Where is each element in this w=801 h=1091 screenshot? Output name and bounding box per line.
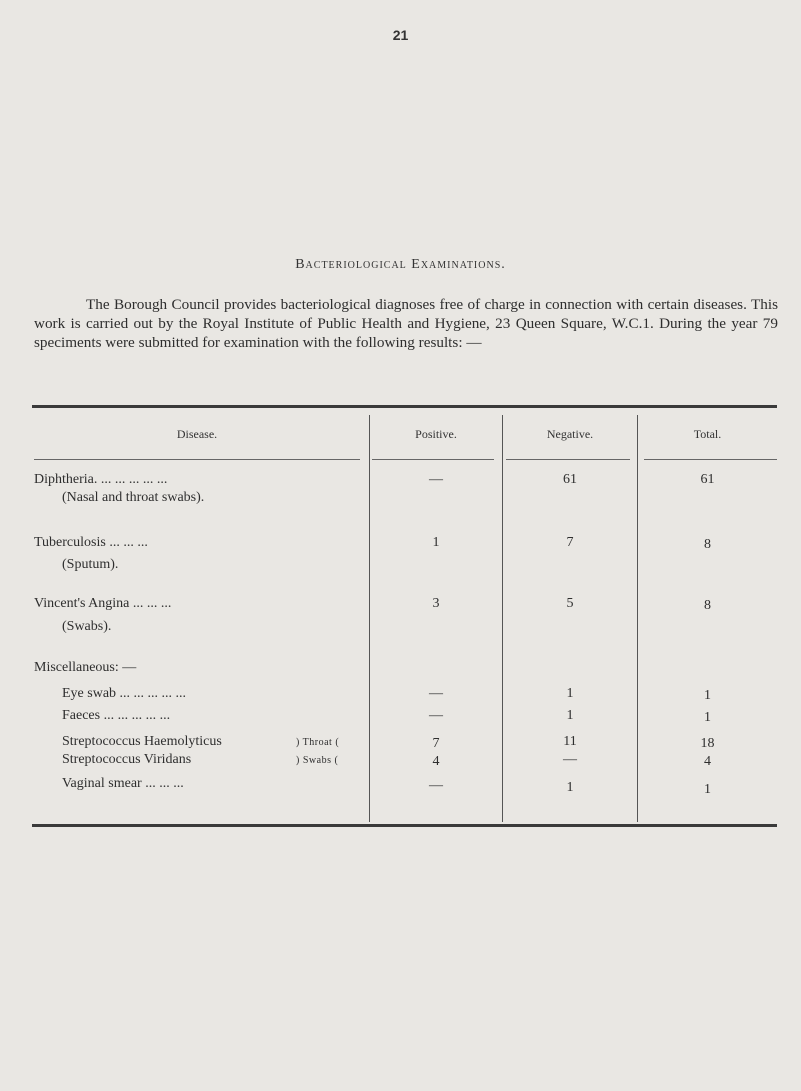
misc-total: 18 xyxy=(700,736,715,751)
page-number: 21 xyxy=(392,27,409,43)
misc-disease: Eye swab ... ... ... ... ... xyxy=(62,686,187,701)
row-note: (Sputum). xyxy=(62,557,119,572)
misc-disease: Faeces ... ... ... ... ... xyxy=(62,708,171,723)
header-underline xyxy=(34,459,360,460)
misc-negative: 11 xyxy=(563,734,577,749)
row-disease: Tuberculosis ... ... ... xyxy=(34,535,148,550)
bracket-label-top: Throat xyxy=(302,737,333,748)
row-note: (Swabs). xyxy=(62,619,112,634)
misc-total: 1 xyxy=(704,782,711,797)
misc-total: 1 xyxy=(704,710,711,725)
row-positive: 1 xyxy=(432,535,440,550)
misc-negative: 1 xyxy=(566,780,574,795)
row-total: 8 xyxy=(704,537,711,552)
header-underline xyxy=(644,459,777,460)
row-negative: 61 xyxy=(563,472,577,487)
misc-positive: — xyxy=(429,686,443,701)
row-total: 8 xyxy=(704,598,711,613)
misc-total: 1 xyxy=(704,688,711,703)
misc-label: Miscellaneous: — xyxy=(34,660,137,675)
misc-positive: 7 xyxy=(432,736,440,751)
row-positive: 3 xyxy=(432,596,440,611)
misc-disease: Streptococcus Viridans xyxy=(62,752,192,767)
table-top-rule xyxy=(32,405,777,408)
row-disease: Diphtheria. ... ... ... ... ... xyxy=(34,472,168,487)
header-underline xyxy=(506,459,630,460)
row-disease: Vincent's Angina ... ... ... xyxy=(34,596,172,611)
header-total: Total. xyxy=(693,427,722,441)
row-total: 61 xyxy=(700,472,715,487)
throat-swab-bracket: ) Throat ( xyxy=(296,737,340,748)
header-positive: Positive. xyxy=(415,427,457,441)
misc-negative: 1 xyxy=(566,708,574,723)
header-disease: Disease. xyxy=(176,427,218,441)
throat-swab-bracket: ) Swabs ( xyxy=(296,755,339,766)
misc-positive: — xyxy=(429,778,443,793)
intro-paragraph xyxy=(34,295,778,352)
header-underline xyxy=(372,459,494,460)
misc-total: 4 xyxy=(704,754,711,769)
bracket-label-bottom: Swabs xyxy=(302,755,332,766)
misc-negative: — xyxy=(563,752,577,767)
row-negative: 5 xyxy=(566,596,574,611)
misc-disease: Streptococcus Haemolyticus xyxy=(62,734,222,749)
misc-positive: 4 xyxy=(432,754,440,769)
row-negative: 7 xyxy=(566,535,574,550)
section-heading: Bacteriological Examinations. xyxy=(295,257,506,272)
misc-positive: — xyxy=(429,708,443,723)
misc-disease: Vaginal smear ... ... ... xyxy=(62,776,184,791)
misc-negative: 1 xyxy=(566,686,574,701)
row-positive: — xyxy=(429,472,443,487)
table-bottom-rule xyxy=(32,824,777,827)
row-note: (Nasal and throat swabs). xyxy=(62,490,205,505)
header-negative: Negative. xyxy=(546,427,594,441)
intro-text: The Borough Council provides bacteriological diagnoses free of charge in connection with certain diseases. This work is carried out by the Royal Institute of Public Health and Hygiene, 23 Queen Square, W.C.1. During the year 79 speciments were submitted for examination with the following results: — xyxy=(34,296,778,351)
